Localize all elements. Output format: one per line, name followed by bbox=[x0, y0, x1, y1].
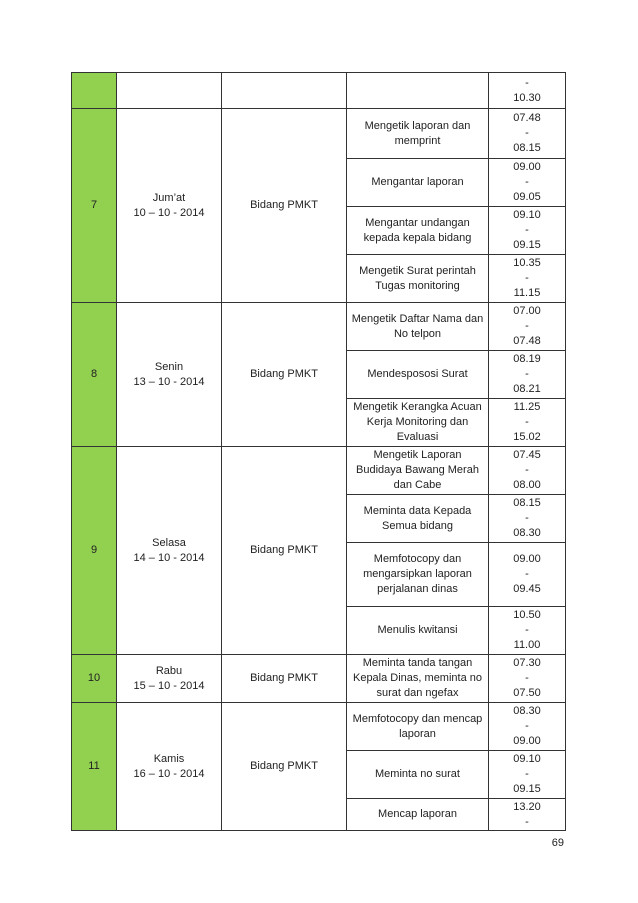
page-number: 69 bbox=[551, 837, 564, 849]
time-separator: - bbox=[525, 224, 529, 236]
task-cell: Mengantar undangan kepada kepala bidang bbox=[347, 207, 489, 255]
time-cell bbox=[489, 207, 566, 255]
day-name: Selasa bbox=[152, 536, 186, 549]
day-date-cell bbox=[117, 703, 222, 831]
time-separator: - bbox=[525, 416, 529, 428]
time-separator: - bbox=[525, 127, 529, 139]
time-end: 08.30 bbox=[513, 527, 541, 539]
time-start: 09.00 bbox=[513, 161, 541, 173]
time-start: 10.35 bbox=[513, 257, 541, 269]
time-separator: - bbox=[525, 176, 529, 188]
table-row bbox=[72, 655, 566, 703]
time-cell bbox=[489, 543, 566, 607]
time-cell bbox=[489, 399, 566, 447]
time-cell bbox=[489, 799, 566, 831]
date: 15 – 10 - 2014 bbox=[133, 679, 205, 692]
time-separator: - bbox=[525, 720, 529, 732]
time-start: 08.15 bbox=[513, 497, 541, 509]
task-cell: Memfotocopy dan mengarsipkan laporan perjalanan dinas bbox=[347, 543, 489, 607]
date: 16 – 10 - 2014 bbox=[133, 767, 205, 780]
date: 14 – 10 - 2014 bbox=[133, 551, 205, 564]
time-separator: - bbox=[525, 624, 529, 636]
time-end: 09.15 bbox=[513, 783, 541, 795]
time-end: 09.00 bbox=[513, 735, 541, 747]
table-row bbox=[72, 303, 566, 351]
time-start: 08.19 bbox=[513, 353, 541, 365]
day-date-cell bbox=[117, 655, 222, 703]
time-start: 09.00 bbox=[513, 553, 541, 565]
entry-number-cell: 10 bbox=[72, 655, 117, 703]
time-separator: - bbox=[525, 368, 529, 380]
time-end: 09.05 bbox=[513, 191, 541, 203]
table-row bbox=[72, 73, 566, 109]
time-cell bbox=[489, 303, 566, 351]
time-cell bbox=[489, 159, 566, 207]
task-cell: Mengetik Kerangka Acuan Kerja Monitoring dan Evaluasi bbox=[347, 399, 489, 447]
time-end: 08.00 bbox=[513, 479, 541, 491]
time-end: 08.21 bbox=[513, 383, 541, 395]
task-cell bbox=[347, 73, 489, 109]
day-name: Senin bbox=[154, 360, 184, 373]
time-cell bbox=[489, 655, 566, 703]
unit-cell: Bidang PMKT bbox=[222, 655, 347, 703]
time-start: 10.50 bbox=[513, 609, 541, 621]
time-separator: - bbox=[525, 568, 529, 580]
time-separator: - bbox=[525, 464, 529, 476]
time-cell bbox=[489, 751, 566, 799]
time-end: 09.15 bbox=[513, 239, 541, 251]
task-cell: Mengetik Daftar Nama dan No telpon bbox=[347, 303, 489, 351]
time-cell bbox=[489, 255, 566, 303]
time-start: 07.00 bbox=[513, 305, 541, 317]
day-date-cell bbox=[117, 73, 222, 109]
entry-number-cell: 9 bbox=[72, 447, 117, 655]
unit-cell bbox=[222, 73, 347, 109]
day-name: Kamis bbox=[153, 752, 185, 765]
task-cell: Meminta tanda tangan Kepala Dinas, meminta no surat dan ngefax bbox=[347, 655, 489, 703]
time-cell bbox=[489, 447, 566, 495]
time-separator: - bbox=[525, 672, 529, 684]
unit-cell: Bidang PMKT bbox=[222, 109, 347, 303]
time-start: 07.30 bbox=[513, 657, 541, 669]
task-cell: Menulis kwitansi bbox=[347, 607, 489, 655]
time-separator: - bbox=[525, 320, 529, 332]
time-cell bbox=[489, 607, 566, 655]
time-start: 07.45 bbox=[513, 449, 541, 461]
time-separator: - bbox=[525, 512, 529, 524]
date: 10 – 10 - 2014 bbox=[133, 206, 205, 219]
task-cell: Mengantar laporan bbox=[347, 159, 489, 207]
time-end: 11.00 bbox=[513, 639, 541, 651]
entry-number-cell: 11 bbox=[72, 703, 117, 831]
time-start: 11.25 bbox=[513, 401, 541, 413]
time-cell bbox=[489, 703, 566, 751]
day-date-cell bbox=[117, 109, 222, 303]
time-end: 08.15 bbox=[513, 142, 541, 154]
time-start: 08.30 bbox=[513, 705, 541, 717]
unit-cell: Bidang PMKT bbox=[222, 703, 347, 831]
time-start: 07.48 bbox=[513, 112, 541, 124]
time-start: 13.20 bbox=[513, 800, 541, 813]
entry-number-cell bbox=[72, 73, 117, 109]
time-cell bbox=[489, 73, 566, 109]
time-start: - bbox=[525, 76, 529, 89]
time-cell bbox=[489, 109, 566, 159]
time-separator: - bbox=[525, 815, 529, 828]
unit-cell: Bidang PMKT bbox=[222, 303, 347, 447]
task-cell: Meminta data Kepada Semua bidang bbox=[347, 495, 489, 543]
day-name: Rabu bbox=[155, 664, 183, 677]
table-row bbox=[72, 109, 566, 159]
time-cell bbox=[489, 495, 566, 543]
task-cell: Mengetik Surat perintah Tugas monitoring bbox=[347, 255, 489, 303]
day-date-cell bbox=[117, 303, 222, 447]
time-start: 09.10 bbox=[513, 209, 541, 221]
time-end: 11.15 bbox=[513, 287, 541, 299]
task-cell: Memfotocopy dan mencap laporan bbox=[347, 703, 489, 751]
time-end: 15.02 bbox=[513, 431, 541, 443]
unit-cell: Bidang PMKT bbox=[222, 447, 347, 655]
activity-log-table bbox=[71, 72, 566, 831]
task-cell: Mengetik laporan dan memprint bbox=[347, 109, 489, 159]
task-cell: Mencap laporan bbox=[347, 799, 489, 831]
date: 13 – 10 - 2014 bbox=[133, 375, 205, 388]
time-end: 07.48 bbox=[513, 335, 541, 347]
time-end: 10.30 bbox=[513, 91, 541, 104]
time-end: 09.45 bbox=[513, 583, 541, 595]
entry-number-cell: 7 bbox=[72, 109, 117, 303]
day-date-cell bbox=[117, 447, 222, 655]
time-end: 07.50 bbox=[513, 687, 541, 699]
task-cell: Mengetik Laporan Budidaya Bawang Merah dan Cabe bbox=[347, 447, 489, 495]
time-separator: - bbox=[525, 768, 529, 780]
time-start: 09.10 bbox=[513, 753, 541, 765]
time-separator: - bbox=[525, 272, 529, 284]
entry-number-cell: 8 bbox=[72, 303, 117, 447]
task-cell: Mendespososi Surat bbox=[347, 351, 489, 399]
task-cell: Meminta no surat bbox=[347, 751, 489, 799]
table-row bbox=[72, 703, 566, 751]
day-name: Jum’at bbox=[152, 191, 186, 204]
time-cell bbox=[489, 351, 566, 399]
activity-log-body bbox=[72, 73, 566, 831]
table-row bbox=[72, 447, 566, 495]
